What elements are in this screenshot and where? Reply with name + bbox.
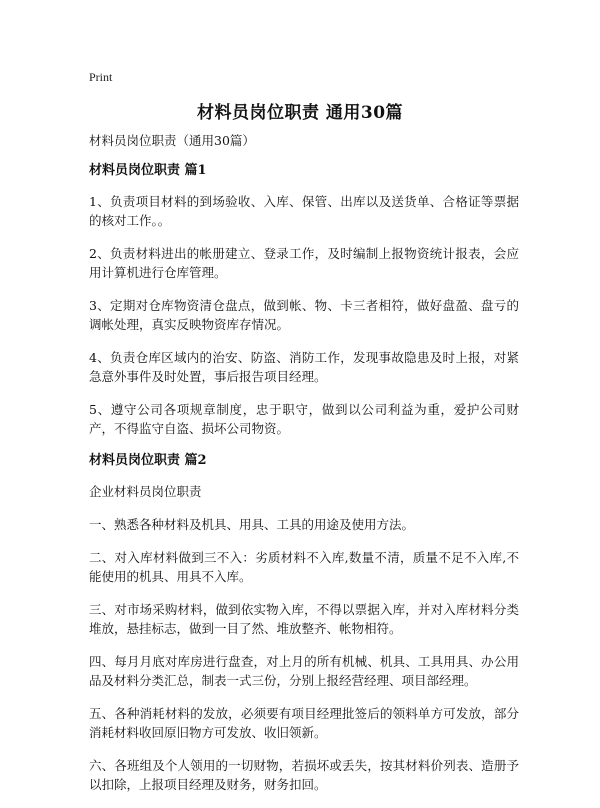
paragraph: 五、各种消耗材料的发放，必须要有项目经理批签后的领料单方可发放，部分消耗材料收回原旧物方可发放、收旧领新。 xyxy=(89,706,519,740)
paragraph: 4、负责仓库区域内的治安、防盗、消防工作，发现事故隐患及时上报，对紧急意外事件及时处置，事后报告项目经理。 xyxy=(89,350,519,384)
print-label: Print xyxy=(89,70,113,84)
document-subtitle: 材料员岗位职责（通用30篇） xyxy=(89,133,255,148)
section-intro: 企业材料员岗位职责 xyxy=(89,484,202,499)
paragraph: 2、负责材料进出的帐册建立、登录工作，及时编制上报物资统计报表，会应用计算机进行仓库管理。 xyxy=(89,246,519,280)
document-body xyxy=(89,131,519,808)
paragraph: 三、对市场采购材料，做到依实物入库，不得以票据入库，并对入库材料分类堆放，悬挂标志，做到一目了然、堆放整齐、帐物相符。 xyxy=(89,602,519,636)
section-heading-1: 材料员岗位职责 篇1 xyxy=(89,163,207,178)
paragraph: 二、对入库材料做到三不入：劣质材料不入库,数量不清，质量不足不入库,不能使用的机具、用具不入库。 xyxy=(89,550,519,584)
paragraph: 六、各班组及个人领用的一切财物，若损坏或丢失，按其材料价列表、造册予以扣除，上报项目经理及财务，财务扣回。 xyxy=(89,758,519,792)
paragraph: 一、熟悉各种材料及机具、用具、工具的用途及使用方法。 xyxy=(89,517,415,532)
document-title: 材料员岗位职责 通用30篇 xyxy=(196,103,404,123)
paragraph: 四、每月月底对库房进行盘查，对上月的所有机械、机具、工具用具、办公用品及材料分类汇总，制表一式三份，分别上报经营经理、项目部经理。 xyxy=(89,654,519,688)
section-heading-2: 材料员岗位职责 篇2 xyxy=(89,453,207,468)
paragraph: 5、遵守公司各项规章制度，忠于职守，做到以公司利益为重，爱护公司财产，不得监守自盗、损坏公司物资。 xyxy=(89,402,519,436)
paragraph: 3、定期对仓库物资清仓盘点，做到帐、物、卡三者相符，做好盘盈、盘亏的调帐处理，真实反映物资库存情况。 xyxy=(89,298,519,332)
paragraph: 1、负责项目材料的到场验收、入库、保管、出库以及送货单、合格证等票据的核对工作。。 xyxy=(89,194,519,228)
